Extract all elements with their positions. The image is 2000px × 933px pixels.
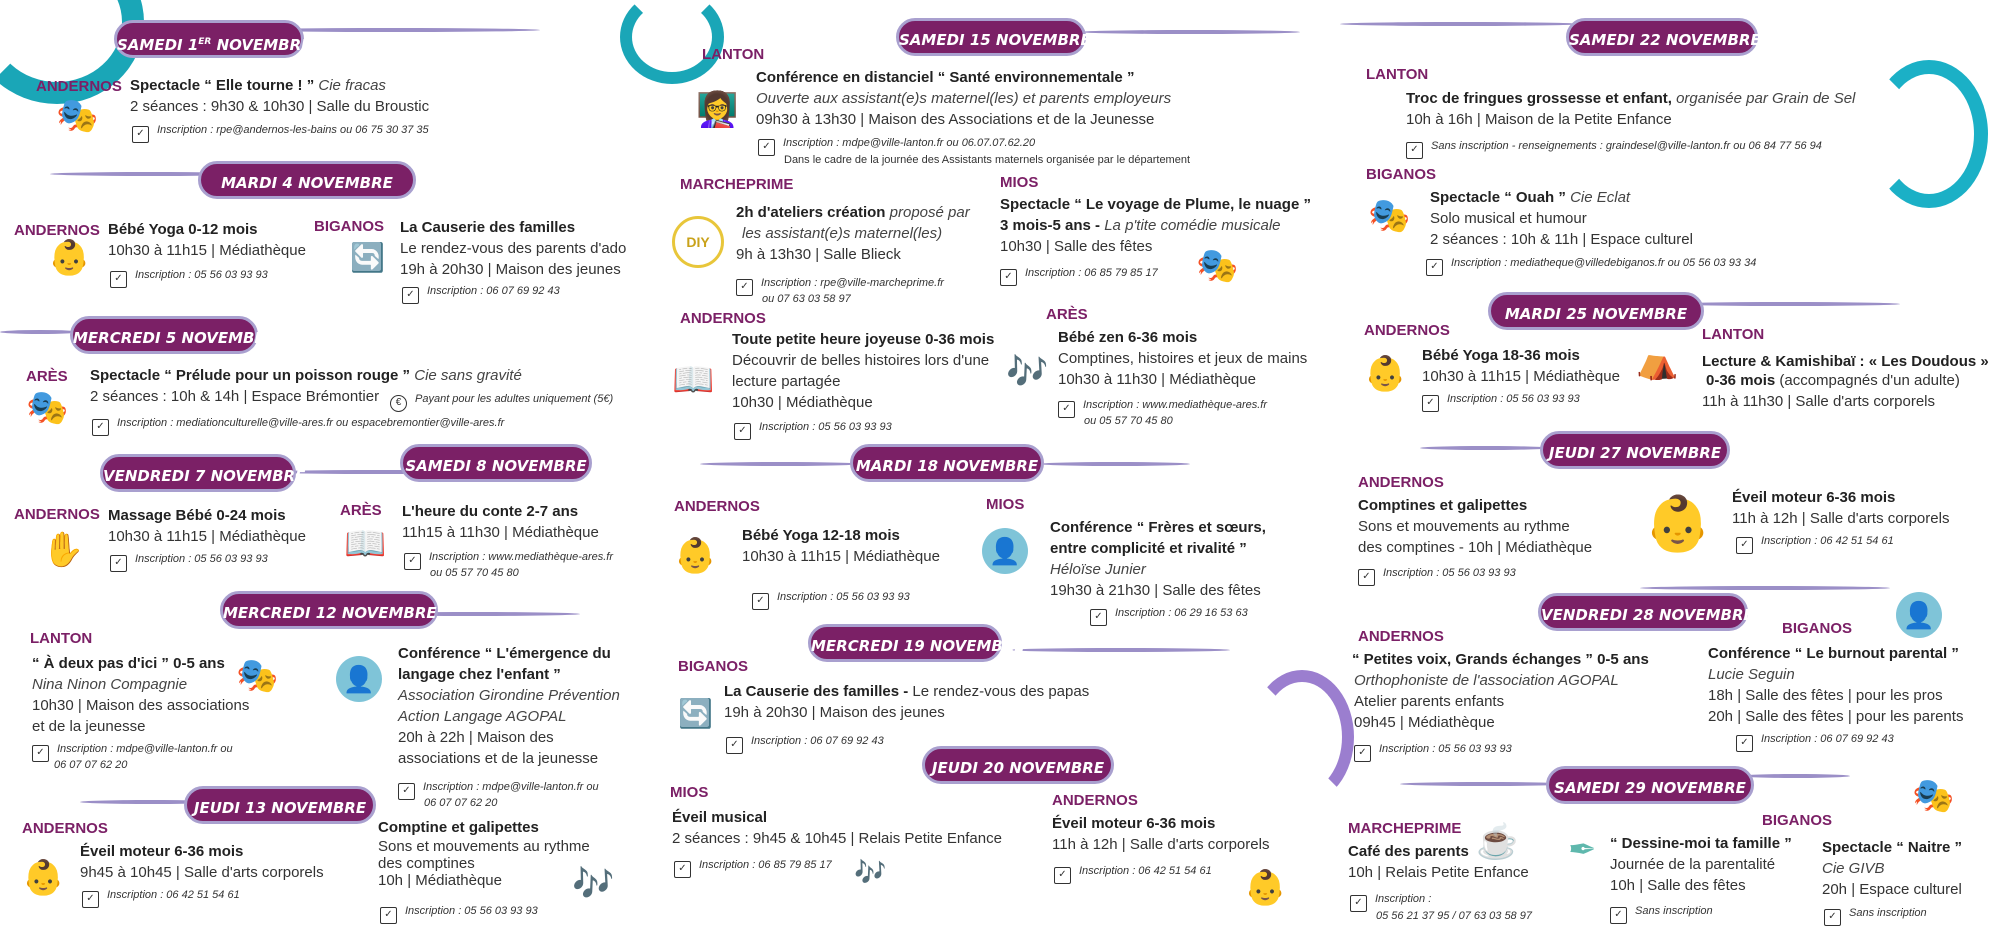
event-schedule: 19h à 20h30 | Maison des jeunes: [400, 261, 621, 278]
event-registration: ✓ Inscription : 06 07 69 92 43: [402, 284, 560, 304]
event-registration-alt: 06 07 07 62 20: [54, 759, 128, 771]
diy-badge-icon: DIY: [672, 216, 724, 268]
event-organizer: Orthophoniste de l'association AGOPAL: [1354, 672, 1619, 689]
town-label: MIOS: [986, 496, 1025, 513]
event-schedule: 20h à 22h | Maison des: [398, 729, 554, 746]
event-schedule: 10h30 à 11h15 | Médiathèque: [742, 548, 940, 565]
teacher-board-icon: 👩‍🏫: [696, 91, 739, 129]
calendar-icon: ✓: [380, 907, 397, 924]
calendar-icon: ✓: [1736, 735, 1753, 752]
event-schedule: 18h | Salle des fêtes | pour les pros: [1708, 687, 1943, 704]
date-banner-samedi-1: SAMEDI 1ER NOVEMBRE: [114, 20, 304, 58]
event-description: Sons et mouvements au rythme: [378, 838, 590, 855]
event-title: Troc de fringues grossesse et enfant, organisée par Grain de Sel: [1406, 90, 1856, 107]
event-schedule: 10h à 16h | Maison de la Petite Enfance: [1406, 111, 1672, 128]
town-label: LANTON: [1366, 66, 1429, 83]
event-organizer-cont: Action Langage AGOPAL: [398, 708, 567, 725]
event-schedule: 19h30 à 21h30 | Salle des fêtes: [1050, 582, 1261, 599]
town-label: BIGANOS: [1762, 812, 1833, 829]
event-schedule: 09h45 | Médiathèque: [1354, 714, 1495, 731]
theatre-masks-icon: 🎭: [1368, 197, 1411, 235]
event-title: “ Dessine-moi ta famille ”: [1610, 835, 1792, 852]
event-schedule: 9h à 13h30 | Salle Blieck: [736, 246, 901, 263]
event-registration: ✓ Inscription : 05 56 03 93 93: [380, 904, 538, 924]
town-label: MIOS: [1000, 174, 1039, 191]
music-notes-icon: 🎶: [854, 857, 887, 887]
date-banner-mardi-25: MARDI 25 NOVEMBRE: [1488, 292, 1704, 330]
calendar-icon: ✓: [1736, 537, 1753, 554]
calendar-icon: ✓: [1610, 907, 1627, 924]
date-banner-samedi-22: SAMEDI 22 NOVEMBRE: [1566, 18, 1758, 56]
event-schedule: 11h à 12h | Salle d'arts corporels: [1052, 836, 1270, 853]
event-registration: ✓ Inscription : mediationculturelle@ville-ares.fr ou espacebremontier@ville-ares.fr: [92, 416, 504, 436]
event-title: “ À deux pas d'ici ” 0-5 ans: [32, 655, 225, 672]
town-label: ANDERNOS: [36, 78, 122, 95]
banner-ribbon: [0, 330, 80, 334]
town-label: MARCHEPRIME: [1348, 820, 1462, 837]
event-registration: ✓ Sans inscription - renseignements : graindesel@ville-lanton.fr ou 06 84 77 56 94: [1406, 139, 1822, 159]
theatre-masks-icon: 🎭: [1196, 247, 1239, 285]
calendar-icon: ✓: [1354, 745, 1371, 762]
date-banner-mardi-18: MARDI 18 NOVEMBRE: [850, 444, 1044, 482]
event-note: Dans le cadre de la journée des Assistants maternels organisée par le département: [784, 154, 1191, 166]
calendar-icon: ✓: [1090, 609, 1107, 626]
banner-ribbon: [1080, 30, 1300, 34]
calendar-icon: ✓: [734, 423, 751, 440]
date-banner-jeudi-20: JEUDI 20 NOVEMBRE: [922, 746, 1114, 784]
event-title: Spectacle “ Ouah ” Cie Eclat: [1430, 189, 1631, 206]
event-registration-alt: ou 05 57 70 45 80: [1084, 415, 1173, 427]
event-title-cont: langage chez l'enfant ”: [398, 666, 561, 683]
calendar-icon: ✓: [1406, 142, 1423, 159]
town-label: BIGANOS: [678, 658, 749, 675]
pen-icon: ✒: [1568, 831, 1597, 869]
event-title: La Causerie des familles: [400, 219, 576, 236]
town-label: ARÈS: [1046, 306, 1088, 323]
event-schedule: 10h30 | Maison des associations: [32, 697, 250, 714]
event-description: Atelier parents enfants: [1354, 693, 1505, 710]
calendar-icon: ✓: [398, 783, 415, 800]
event-schedule: 2 séances : 10h & 14h | Espace Brémontier: [90, 388, 380, 405]
event-title: Bébé Yoga 12-18 mois: [742, 527, 900, 544]
event-description: Sons et mouvements au rythme: [1358, 518, 1570, 535]
date-banner-jeudi-27: JEUDI 27 NOVEMBRE: [1540, 431, 1730, 469]
theatre-masks-icon: 🎭: [56, 97, 99, 135]
event-description: Comptines, histoires et jeux de mains: [1058, 350, 1308, 367]
event-title: Conférence en distanciel “ Santé environnementale ”: [756, 69, 1135, 86]
event-registration: ✓ Inscription : 05 56 03 93 93: [1422, 392, 1580, 412]
event-title: Comptines et galipettes: [1358, 497, 1528, 514]
calendar-icon: ✓: [752, 593, 769, 610]
date-banner-vendredi-28: VENDREDI 28 NOVEMBRE: [1538, 593, 1748, 631]
kamishibai-icon: ⛺: [1636, 343, 1679, 381]
town-label: ARÈS: [26, 368, 68, 385]
person-icon: 👤: [982, 528, 1028, 574]
calendar-icon: ✓: [92, 419, 109, 436]
decorative-swirl: [1870, 60, 1988, 208]
event-title: “ Petites voix, Grands échanges ” 0-5 ans: [1352, 651, 1649, 668]
event-description-cont: des comptines: [378, 855, 475, 872]
date-banner-vendredi-7: VENDREDI 7 NOVEMBRE: [100, 454, 296, 492]
date-banner-samedi-8: SAMEDI 8 NOVEMBRE: [400, 444, 592, 482]
date-banner-mercredi-19: MERCREDI 19 NOVEMBRE: [808, 624, 1002, 662]
event-schedule: 09h30 à 13h30 | Maison des Associations et de la Jeunesse: [756, 111, 1155, 128]
event-title: Massage Bébé 0-24 mois: [108, 507, 286, 524]
event-registration: ✓ Inscription : 06 42 51 54 61: [82, 888, 240, 908]
calendar-icon: ✓: [1824, 909, 1841, 926]
event-title: 2h d'ateliers création proposé par: [736, 204, 970, 221]
event-registration: ✓ Inscription : 06 42 51 54 61: [1736, 534, 1894, 554]
event-schedule: 11h15 à 11h30 | Médiathèque: [402, 524, 599, 541]
event-schedule: 10h30 à 11h15 | Médiathèque: [108, 242, 306, 259]
event-registration: ✓ Sans inscription: [1610, 904, 1713, 924]
baby-icon: 👶: [1364, 355, 1407, 393]
town-label: LANTON: [30, 630, 93, 647]
date-banner-mardi-4: MARDI 4 NOVEMBRE: [198, 161, 416, 199]
banner-ribbon: [1740, 774, 1850, 778]
banner-ribbon: [1340, 22, 1580, 26]
baby-icon: 👶: [1244, 869, 1287, 907]
event-speaker: Lucie Seguin: [1708, 666, 1795, 683]
event-registration: ✓ Inscription : mdpe@ville-lanton.fr ou 06.07.07.62.20: [758, 136, 1035, 156]
theatre-masks-icon: 🎭: [236, 657, 279, 695]
event-venue: et de la jeunesse: [32, 718, 146, 735]
town-label: ANDERNOS: [680, 310, 766, 327]
event-schedule: 10h | Relais Petite Enfance: [1348, 864, 1529, 881]
event-registration: ✓ Inscription : rpe@andernos-les-bains ou 06 75 30 37 35: [132, 123, 429, 143]
town-label: ANDERNOS: [1052, 792, 1138, 809]
calendar-icon: ✓: [1426, 259, 1443, 276]
event-title: Éveil moteur 6-36 mois: [80, 843, 244, 860]
event-registration: ✓ Inscription : mediatheque@villedebiganos.fr ou 05 56 03 93 34: [1426, 256, 1756, 276]
event-schedule: 10h30 | Médiathèque: [732, 394, 873, 411]
storybook-icon: 📖: [672, 361, 715, 399]
event-title: Bébé Yoga 18-36 mois: [1422, 347, 1580, 364]
event-title: Éveil moteur 6-36 mois: [1732, 489, 1896, 506]
storybook-icon: 📖: [344, 525, 387, 563]
event-registration-alt: 05 56 21 37 95 / 07 63 03 58 97: [1376, 910, 1532, 922]
baby-icon: 👶: [674, 537, 717, 575]
event-schedule: 19h à 20h30 | Maison des jeunes: [724, 704, 945, 721]
banner-ribbon: [1040, 462, 1190, 466]
cycle-arrows-icon: 🔄: [350, 242, 385, 273]
event-schedule: 10h30 à 11h15 | Médiathèque: [108, 528, 306, 545]
town-label: MIOS: [670, 784, 709, 801]
event-registration: ✓ Inscription : rpe@ville-marcheprime.fr: [736, 276, 944, 296]
event-registration: ✓ Inscription : 05 56 03 93 93: [110, 552, 268, 572]
music-book-icon: 🎶: [1006, 353, 1049, 391]
event-subtitle: les assistant(e)s maternel(les): [742, 225, 943, 242]
event-schedule: 10h30 à 11h30 | Médiathèque: [1058, 371, 1256, 388]
town-label: ARÈS: [340, 502, 382, 519]
calendar-icon: ✓: [726, 737, 743, 754]
event-registration: ✓ Inscription : www.mediathèque-ares.fr: [1058, 398, 1267, 418]
event-title: Conférence “ L'émergence du: [398, 645, 611, 662]
event-schedule: 10h | Médiathèque: [378, 872, 502, 889]
event-registration: ✓ Inscription : mdpe@ville-lanton.fr ou: [398, 780, 599, 800]
event-registration: ✓ Inscription : 05 56 03 93 93: [752, 590, 910, 610]
event-price-note: € Payant pour les adultes uniquement (5€): [390, 392, 613, 412]
event-title: La Causerie des familles - Le rendez-vous des papas: [724, 683, 1090, 700]
town-label: LANTON: [1702, 326, 1765, 343]
calendar-icon: ✓: [110, 555, 127, 572]
event-speaker: Héloïse Junier: [1050, 561, 1146, 578]
date-banner-samedi-29: SAMEDI 29 NOVEMBRE: [1546, 766, 1754, 804]
calendar-icon: ✓: [82, 891, 99, 908]
theatre-masks-icon: 🎭: [1912, 777, 1955, 815]
calendar-icon: ✓: [1422, 395, 1439, 412]
event-company: Cie GIVB: [1822, 860, 1885, 877]
event-registration: ✓ Inscription : 05 56 03 93 93: [110, 268, 268, 288]
event-registration: ✓ Inscription : 05 56 03 93 93: [1358, 566, 1516, 586]
event-schedule: 9h45 à 10h45 | Salle d'arts corporels: [80, 864, 324, 881]
event-registration-alt: ou 07 63 03 58 97: [762, 293, 851, 305]
calendar-icon: ✓: [758, 139, 775, 156]
banner-ribbon: [1640, 586, 1890, 590]
banner-ribbon: [1400, 782, 1570, 786]
calendar-icon: ✓: [1358, 569, 1375, 586]
event-registration: ✓ Sans inscription: [1824, 906, 1927, 926]
event-title: Toute petite heure joyeuse 0-36 mois: [732, 331, 995, 348]
event-schedule: 10h30 à 11h15 | Médiathèque: [1422, 368, 1620, 385]
calendar-icon: ✓: [404, 553, 421, 570]
event-schedule: 2 séances : 10h & 11h | Espace culturel: [1430, 231, 1693, 248]
event-registration-alt: ou 05 57 70 45 80: [430, 567, 519, 579]
town-label: ANDERNOS: [1358, 628, 1444, 645]
date-banner-mercredi-12: MERCREDI 12 NOVEMBRE: [220, 591, 438, 629]
baby-icon: 👶: [22, 859, 65, 897]
event-registration: ✓ Inscription : mdpe@ville-lanton.fr ou: [32, 742, 233, 762]
town-label: ANDERNOS: [1358, 474, 1444, 491]
event-title: Spectacle “ Naitre ”: [1822, 839, 1963, 856]
town-label: BIGANOS: [1366, 166, 1437, 183]
event-schedule: 10h30 | Salle des fêtes: [1000, 238, 1153, 255]
town-label: ANDERNOS: [14, 506, 100, 523]
calendar-icon: ✓: [674, 861, 691, 878]
town-label: ANDERNOS: [22, 820, 108, 837]
event-title: Éveil musical: [672, 809, 768, 826]
event-schedule: 11h à 11h30 | Salle d'arts corporels: [1702, 393, 1936, 410]
banner-ribbon: [700, 462, 860, 466]
event-registration: ✓ Inscription : 06 29 16 53 63: [1090, 606, 1248, 626]
event-description: Découvrir de belles histoires lors d'une: [732, 352, 990, 369]
event-venue: associations et de la jeunesse: [398, 750, 599, 767]
event-title: Spectacle “ Prélude pour un poisson rouge ” Cie sans gravité: [90, 367, 522, 384]
calendar-icon: ✓: [132, 126, 149, 143]
event-title: Conférence “ Le burnout parental ”: [1708, 645, 1959, 662]
euro-icon: €: [390, 395, 407, 412]
event-title: Café des parents: [1348, 843, 1469, 860]
event-schedule: 2 séances : 9h30 & 10h30 | Salle du Broustic: [130, 98, 430, 115]
event-schedule: 2 séances : 9h45 & 10h45 | Relais Petite Enfance: [672, 830, 1002, 847]
event-age: 0-36 mois (accompagnés d'un adulte): [1706, 372, 1960, 389]
banner-ribbon: [1420, 446, 1550, 450]
event-organizer: Association Girondine Prévention: [398, 687, 620, 704]
calendar-icon: ✓: [1350, 895, 1367, 912]
event-title: Comptine et galipettes: [378, 819, 539, 836]
calendar-icon: ✓: [32, 745, 49, 762]
event-title: Bébé Yoga 0-12 mois: [108, 221, 258, 238]
event-description-cont: lecture partagée: [732, 373, 841, 390]
event-registration: ✓ Inscription : 06 85 79 85 17: [1000, 266, 1158, 286]
town-label: ANDERNOS: [1364, 322, 1450, 339]
event-registration: ✓ Inscription : 06 85 79 85 17: [674, 858, 832, 878]
event-title: Lecture & Kamishibaï : « Les Doudous »: [1702, 353, 1989, 370]
event-schedule: 10h | Salle des fêtes: [1610, 877, 1746, 894]
decorative-swirl: [1250, 670, 1354, 804]
theatre-masks-icon: 🎭: [26, 389, 69, 427]
baby-icon: 👶: [1644, 494, 1712, 554]
event-registration: ✓ Inscription : www.mediathèque-ares.fr: [404, 550, 613, 570]
town-label: MARCHEPRIME: [680, 176, 794, 193]
banner-ribbon: [1010, 648, 1230, 652]
event-subtitle: Ouverte aux assistant(e)s maternel(les) et parents employeurs: [756, 90, 1172, 107]
town-label: ANDERNOS: [14, 222, 100, 239]
town-label: BIGANOS: [1782, 620, 1853, 637]
calendar-icon: ✓: [110, 271, 127, 288]
calendar-icon: ✓: [1058, 401, 1075, 418]
hand-icon: ✋: [42, 531, 85, 569]
baby-icon: 👶: [48, 239, 91, 277]
event-registration: ✓ Inscription :: [1350, 892, 1431, 912]
town-label: BIGANOS: [314, 218, 385, 235]
event-schedule-2: 20h | Salle des fêtes | pour les parents: [1708, 708, 1964, 725]
event-description: Solo musical et humour: [1430, 210, 1587, 227]
calendar-icon: ✓: [736, 279, 753, 296]
event-company: Nina Ninon Compagnie: [32, 676, 188, 693]
event-title: Éveil moteur 6-36 mois: [1052, 815, 1216, 832]
person-icon: 👤: [336, 656, 382, 702]
event-schedule: 20h | Espace culturel: [1822, 881, 1962, 898]
event-registration: ✓ Inscription : 05 56 03 93 93: [1354, 742, 1512, 762]
event-registration-alt: 06 07 07 62 20: [424, 797, 498, 809]
calendar-icon: ✓: [1000, 269, 1017, 286]
calendar-icon: ✓: [1054, 867, 1071, 884]
event-schedule: 11h à 12h | Salle d'arts corporels: [1732, 510, 1950, 527]
event-title: Conférence “ Frères et sœurs,: [1050, 519, 1266, 536]
event-title-cont: entre complicité et rivalité ”: [1050, 540, 1247, 557]
event-title: L'heure du conte 2-7 ans: [402, 503, 579, 520]
event-description: Journée de la parentalité: [1610, 856, 1776, 873]
event-registration: ✓ Inscription : 06 07 69 92 43: [726, 734, 884, 754]
event-description: Le rendez-vous des parents d'ado: [400, 240, 627, 257]
event-title: Spectacle “ Elle tourne ! ” Cie fracas: [130, 77, 386, 94]
event-registration: ✓ Inscription : 05 56 03 93 93: [734, 420, 892, 440]
event-title-cont: 3 mois-5 ans - La p'tite comédie musicale: [1000, 217, 1281, 234]
event-registration: ✓ Inscription : 06 07 69 92 43: [1736, 732, 1894, 752]
town-label: ANDERNOS: [674, 498, 760, 515]
event-schedule: des comptines - 10h | Médiathèque: [1358, 539, 1593, 556]
person-icon: 👤: [1896, 592, 1942, 638]
banner-ribbon: [1670, 302, 1900, 306]
date-banner-jeudi-13: JEUDI 13 NOVEMBRE: [184, 786, 376, 824]
coffee-cup-icon: ☕: [1476, 823, 1519, 861]
cycle-arrows-icon: 🔄: [678, 698, 713, 729]
event-title: Bébé zen 6-36 mois: [1058, 329, 1198, 346]
event-title: Spectacle “ Le voyage de Plume, le nuage ”: [1000, 196, 1311, 213]
date-banner-mercredi-5: MERCREDI 5 NOVEMBRE: [70, 316, 258, 354]
decorative-swirl: [620, 0, 724, 84]
date-banner-samedi-15: SAMEDI 15 NOVEMBRE: [896, 18, 1086, 56]
town-label: LANTON: [702, 46, 765, 63]
event-registration: ✓ Inscription : 06 42 51 54 61: [1054, 864, 1212, 884]
calendar-icon: ✓: [402, 287, 419, 304]
music-notes-icon: 🎶: [572, 865, 615, 903]
